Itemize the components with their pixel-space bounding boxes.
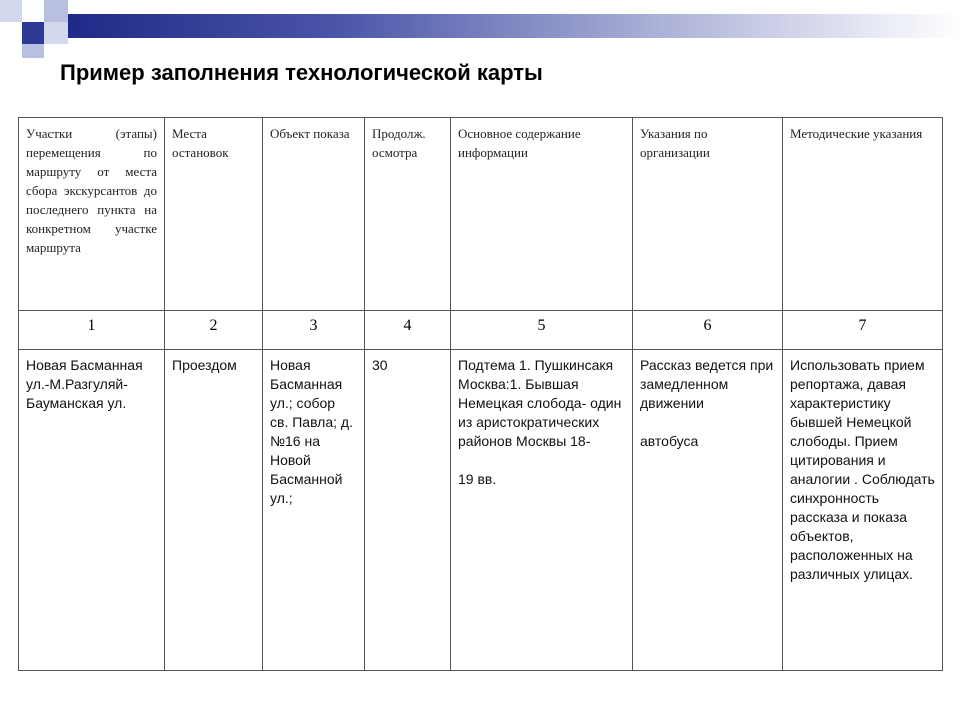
table-row (19, 350, 943, 671)
column-number: 6 (633, 311, 783, 350)
number-row (19, 311, 943, 350)
column-number: 5 (451, 311, 633, 350)
decor-square (22, 0, 44, 22)
tech-card-table (18, 117, 943, 671)
cell-object: Новая Басманная ул.; собор св. Павла; д. №16 на Новой Басманной ул.; (263, 350, 365, 671)
column-number: 4 (365, 311, 451, 350)
title-gradient-bar (68, 14, 960, 38)
decor-square (44, 0, 68, 22)
column-number: 1 (19, 311, 165, 350)
header-cell-route-segments: Участки (этапы) перемещения по маршруту от места сбора экскурсантов до последнего пункта на конкретном участке маршрута (19, 118, 165, 311)
cell-methodical: Использовать прием репортажа, давая характеристику бывшей Немецкой слободы. Прием цитирования и аналогии . Соблюдать синхронность рассказа и показа объектов, расположенных на различных улицах. (783, 350, 943, 671)
header-cell-organization: Указания по организации (633, 118, 783, 311)
column-number: 2 (165, 311, 263, 350)
cell-duration: 30 (365, 350, 451, 671)
column-number: 3 (263, 311, 365, 350)
header-cell-duration: Продолж. осмотра (365, 118, 451, 311)
cell-organization: Рассказ ведется при замедленном движении автобуса (633, 350, 783, 671)
decor-square (22, 44, 44, 58)
page-title: Пример заполнения технологической карты (60, 60, 543, 85)
cell-stop: Проездом (165, 350, 263, 671)
decor-square (0, 22, 22, 44)
column-number: 7 (783, 311, 943, 350)
header-cell-content: Основное содержание информации (451, 118, 633, 311)
cell-content: Подтема 1. Пушкинсакя Москва:1. Бывшая Немецкая слобода- один из аристократических районов Москвы 18- 19 вв. (451, 350, 633, 671)
decor-square (44, 22, 68, 44)
decor-square (22, 22, 44, 44)
header-cell-object: Объект показа (263, 118, 365, 311)
header-row (19, 118, 943, 311)
decor-square (0, 0, 22, 22)
header-cell-stops: Места остановок (165, 118, 263, 311)
header-cell-methodical: Методические указания (783, 118, 943, 311)
cell-route-segment: Новая Басманная ул.-М.Разгуляй-Бауманская ул. (19, 350, 165, 671)
